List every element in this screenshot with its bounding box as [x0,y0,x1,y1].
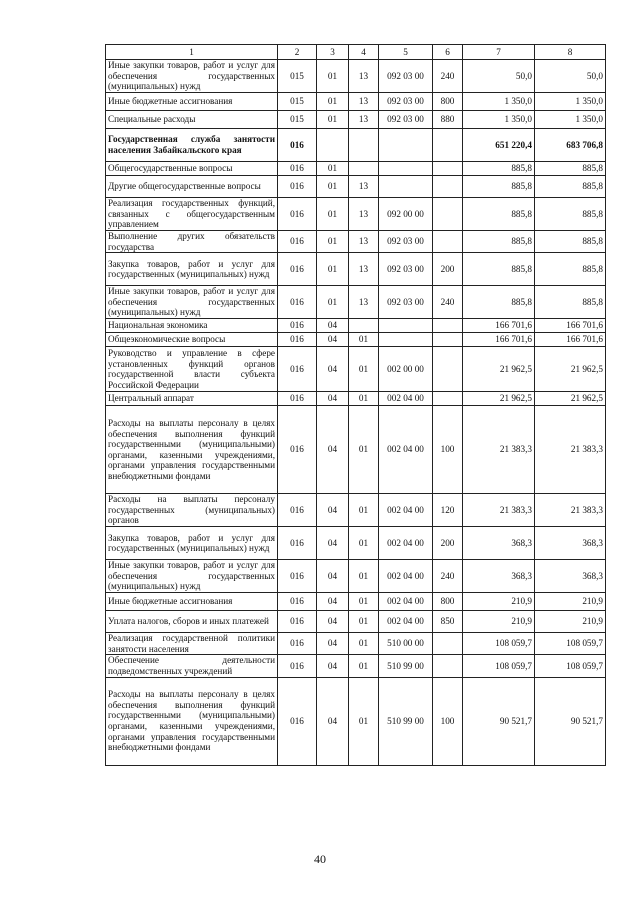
cell-section: 01 [317,60,349,93]
cell-subsection [349,319,379,333]
cell-amount-year-1: 885,8 [463,286,535,319]
cell-amount-year-2: 368,3 [535,527,606,560]
header-col-4: 4 [349,45,379,60]
table-row [106,253,606,286]
cell-ministry-code: 015 [278,60,317,93]
cell-subsection: 01 [349,593,379,611]
cell-expense-type [433,198,463,231]
cell-amount-year-2: 885,8 [535,198,606,231]
cell-target-item [379,333,433,347]
header-row [106,45,606,60]
cell-section: 04 [317,494,349,527]
cell-ministry-code: 016 [278,286,317,319]
cell-target-item: 002 04 00 [379,392,433,406]
cell-amount-year-1: 1 350,0 [463,111,535,129]
cell-target-item: 510 99 00 [379,655,433,677]
cell-name: Государственная служба занятости населения Забайкальского края [106,129,278,162]
cell-ministry-code: 016 [278,333,317,347]
cell-ministry-code: 016 [278,406,317,494]
header-col-5: 5 [379,45,433,60]
cell-amount-year-1: 885,8 [463,231,535,253]
cell-ministry-code: 016 [278,560,317,593]
cell-expense-type: 240 [433,286,463,319]
cell-amount-year-2: 885,8 [535,253,606,286]
table-row [106,611,606,633]
table-row [106,333,606,347]
cell-name: Общеэкономические вопросы [106,333,278,347]
cell-section: 04 [317,611,349,633]
cell-amount-year-1: 21 383,3 [463,494,535,527]
table-row [106,655,606,677]
table-row [106,633,606,655]
cell-amount-year-1: 21 962,5 [463,392,535,406]
cell-amount-year-2: 21 383,3 [535,494,606,527]
cell-amount-year-1: 1 350,0 [463,93,535,111]
table-row [106,593,606,611]
cell-ministry-code: 016 [278,392,317,406]
table-row [106,162,606,176]
cell-target-item: 002 04 00 [379,494,433,527]
cell-subsection [349,162,379,176]
cell-expense-type [433,162,463,176]
cell-amount-year-2: 108 059,7 [535,655,606,677]
cell-target-item: 002 04 00 [379,593,433,611]
table-row [106,494,606,527]
cell-amount-year-1: 885,8 [463,162,535,176]
table-row [106,60,606,93]
cell-name: Закупка товаров, работ и услуг для государственных (муниципальных) нужд [106,527,278,560]
cell-amount-year-2: 21 383,3 [535,406,606,494]
cell-section: 01 [317,286,349,319]
cell-expense-type: 880 [433,111,463,129]
cell-expense-type: 800 [433,93,463,111]
cell-subsection: 01 [349,677,379,765]
cell-amount-year-1: 210,9 [463,593,535,611]
cell-subsection: 01 [349,560,379,593]
cell-target-item: 002 04 00 [379,560,433,593]
cell-section: 01 [317,111,349,129]
table-row [106,176,606,198]
table-row [106,319,606,333]
cell-expense-type: 200 [433,253,463,286]
cell-ministry-code: 015 [278,111,317,129]
header-col-3: 3 [317,45,349,60]
cell-section: 01 [317,231,349,253]
cell-name: Реализация государственных функций, связанных с общегосударственным управлением [106,198,278,231]
cell-section: 04 [317,319,349,333]
cell-amount-year-1: 885,8 [463,198,535,231]
cell-section: 04 [317,406,349,494]
cell-amount-year-2: 885,8 [535,162,606,176]
cell-amount-year-2: 166 701,6 [535,333,606,347]
cell-target-item [379,176,433,198]
cell-amount-year-2: 683 706,8 [535,129,606,162]
cell-ministry-code: 016 [278,611,317,633]
cell-expense-type: 240 [433,60,463,93]
cell-target-item [379,129,433,162]
cell-amount-year-2: 885,8 [535,231,606,253]
table-row [106,198,606,231]
cell-name: Руководство и управление в сфере установленных функций органов государственной власти субъекта Российской Федерации [106,347,278,392]
cell-name: Расходы на выплаты персоналу в целях обеспечения выполнения функций государственными (муниципальными) органами, казенными учреждениями, органами управления государственными внебюджетными фондами [106,406,278,494]
cell-target-item: 510 99 00 [379,677,433,765]
cell-name: Иные бюджетные ассигнования [106,93,278,111]
cell-section: 04 [317,677,349,765]
cell-amount-year-2: 368,3 [535,560,606,593]
table-row [106,93,606,111]
cell-expense-type [433,319,463,333]
cell-subsection: 13 [349,253,379,286]
cell-amount-year-1: 368,3 [463,527,535,560]
cell-expense-type: 100 [433,406,463,494]
cell-subsection: 01 [349,655,379,677]
cell-amount-year-1: 108 059,7 [463,655,535,677]
cell-amount-year-2: 90 521,7 [535,677,606,765]
table-row [106,560,606,593]
cell-target-item: 002 04 00 [379,611,433,633]
cell-subsection: 13 [349,93,379,111]
cell-ministry-code: 016 [278,319,317,333]
header-col-1: 1 [106,45,278,60]
cell-amount-year-2: 108 059,7 [535,633,606,655]
cell-amount-year-2: 210,9 [535,593,606,611]
cell-name: Национальная экономика [106,319,278,333]
cell-expense-type: 850 [433,611,463,633]
cell-section: 04 [317,633,349,655]
cell-expense-type: 100 [433,677,463,765]
cell-subsection: 01 [349,494,379,527]
cell-amount-year-1: 651 220,4 [463,129,535,162]
cell-name: Закупка товаров, работ и услуг для государственных (муниципальных) нужд [106,253,278,286]
cell-subsection: 01 [349,611,379,633]
cell-name: Иные бюджетные ассигнования [106,593,278,611]
cell-amount-year-1: 166 701,6 [463,319,535,333]
cell-section: 04 [317,560,349,593]
cell-subsection: 01 [349,527,379,560]
cell-amount-year-1: 21 383,3 [463,406,535,494]
cell-ministry-code: 016 [278,677,317,765]
table-row [106,129,606,162]
cell-subsection: 01 [349,406,379,494]
cell-target-item: 092 03 00 [379,60,433,93]
cell-ministry-code: 016 [278,494,317,527]
cell-name: Иные закупки товаров, работ и услуг для обеспечения государственных (муниципальных) нужд [106,60,278,93]
table-row [106,347,606,392]
table-row [106,231,606,253]
cell-section: 04 [317,527,349,560]
cell-section: 04 [317,333,349,347]
cell-amount-year-2: 885,8 [535,176,606,198]
table-row [106,527,606,560]
cell-expense-type [433,347,463,392]
cell-ministry-code: 016 [278,162,317,176]
cell-name: Выполнение других обязательств государства [106,231,278,253]
cell-target-item: 510 00 00 [379,633,433,655]
cell-expense-type [433,176,463,198]
cell-ministry-code: 016 [278,655,317,677]
cell-target-item: 092 03 00 [379,286,433,319]
cell-ministry-code: 016 [278,253,317,286]
cell-subsection: 01 [349,633,379,655]
cell-subsection: 13 [349,286,379,319]
cell-amount-year-1: 885,8 [463,253,535,286]
cell-expense-type [433,231,463,253]
cell-amount-year-2: 21 962,5 [535,392,606,406]
cell-amount-year-2: 1 350,0 [535,93,606,111]
cell-name: Другие общегосударственные вопросы [106,176,278,198]
table-row [106,392,606,406]
cell-section: 04 [317,347,349,392]
cell-section: 04 [317,593,349,611]
cell-target-item [379,319,433,333]
cell-amount-year-1: 885,8 [463,176,535,198]
cell-subsection: 01 [349,392,379,406]
cell-ministry-code: 016 [278,527,317,560]
page-number: 40 [314,852,326,866]
cell-expense-type: 240 [433,560,463,593]
cell-expense-type [433,633,463,655]
cell-section: 01 [317,93,349,111]
cell-target-item: 092 03 00 [379,93,433,111]
cell-section: 04 [317,655,349,677]
cell-amount-year-1: 108 059,7 [463,633,535,655]
cell-ministry-code: 016 [278,198,317,231]
header-col-7: 7 [463,45,535,60]
table-row [106,111,606,129]
cell-subsection: 13 [349,231,379,253]
cell-target-item [379,162,433,176]
cell-ministry-code: 016 [278,593,317,611]
table-header [106,45,606,60]
cell-ministry-code: 016 [278,231,317,253]
table-row [106,406,606,494]
cell-amount-year-2: 166 701,6 [535,319,606,333]
cell-subsection: 01 [349,333,379,347]
cell-name: Общегосударственные вопросы [106,162,278,176]
cell-section: 01 [317,176,349,198]
cell-subsection [349,129,379,162]
cell-expense-type: 120 [433,494,463,527]
header-col-8: 8 [535,45,606,60]
cell-section: 01 [317,253,349,286]
header-col-6: 6 [433,45,463,60]
cell-target-item: 092 03 00 [379,111,433,129]
cell-name: Расходы на выплаты персоналу в целях обеспечения выполнения функций государственными (муниципальными) органами, казенными учреждениями, органами управления государственными внебюджетными фондами [106,677,278,765]
cell-expense-type [433,392,463,406]
cell-expense-type [433,333,463,347]
table-row [106,677,606,765]
cell-target-item: 002 00 00 [379,347,433,392]
cell-amount-year-1: 21 962,5 [463,347,535,392]
cell-section: 01 [317,198,349,231]
cell-target-item: 092 00 00 [379,198,433,231]
cell-amount-year-2: 1 350,0 [535,111,606,129]
budget-table-sheet [105,44,605,766]
cell-expense-type: 200 [433,527,463,560]
cell-ministry-code: 016 [278,176,317,198]
cell-amount-year-2: 50,0 [535,60,606,93]
cell-subsection: 13 [349,60,379,93]
cell-subsection: 13 [349,111,379,129]
budget-table [105,44,606,766]
cell-expense-type: 800 [433,593,463,611]
cell-name: Специальные расходы [106,111,278,129]
cell-target-item: 092 03 00 [379,231,433,253]
cell-name: Центральный аппарат [106,392,278,406]
cell-section: 04 [317,392,349,406]
cell-target-item: 002 04 00 [379,527,433,560]
cell-amount-year-1: 166 701,6 [463,333,535,347]
cell-ministry-code: 016 [278,129,317,162]
cell-section [317,129,349,162]
cell-amount-year-1: 210,9 [463,611,535,633]
cell-amount-year-2: 210,9 [535,611,606,633]
cell-amount-year-1: 50,0 [463,60,535,93]
cell-subsection: 01 [349,347,379,392]
cell-expense-type [433,129,463,162]
cell-name: Расходы на выплаты персоналу государственных (муниципальных) органов [106,494,278,527]
table-body [106,60,606,766]
table-row [106,286,606,319]
cell-amount-year-1: 368,3 [463,560,535,593]
cell-amount-year-1: 90 521,7 [463,677,535,765]
cell-target-item: 092 03 00 [379,253,433,286]
cell-amount-year-2: 21 962,5 [535,347,606,392]
cell-name: Иные закупки товаров, работ и услуг для обеспечения государственных (муниципальных) нужд [106,560,278,593]
cell-name: Иные закупки товаров, работ и услуг для обеспечения государственных (муниципальных) нужд [106,286,278,319]
cell-name: Уплата налогов, сборов и иных платежей [106,611,278,633]
cell-ministry-code: 016 [278,347,317,392]
cell-ministry-code: 016 [278,633,317,655]
cell-section: 01 [317,162,349,176]
cell-subsection: 13 [349,198,379,231]
cell-amount-year-2: 885,8 [535,286,606,319]
cell-expense-type [433,655,463,677]
cell-target-item: 002 04 00 [379,406,433,494]
cell-subsection: 13 [349,176,379,198]
cell-name: Обеспечение деятельности подведомственных учреждений [106,655,278,677]
cell-ministry-code: 015 [278,93,317,111]
cell-name: Реализация государственной политики занятости населения [106,633,278,655]
header-col-2: 2 [278,45,317,60]
